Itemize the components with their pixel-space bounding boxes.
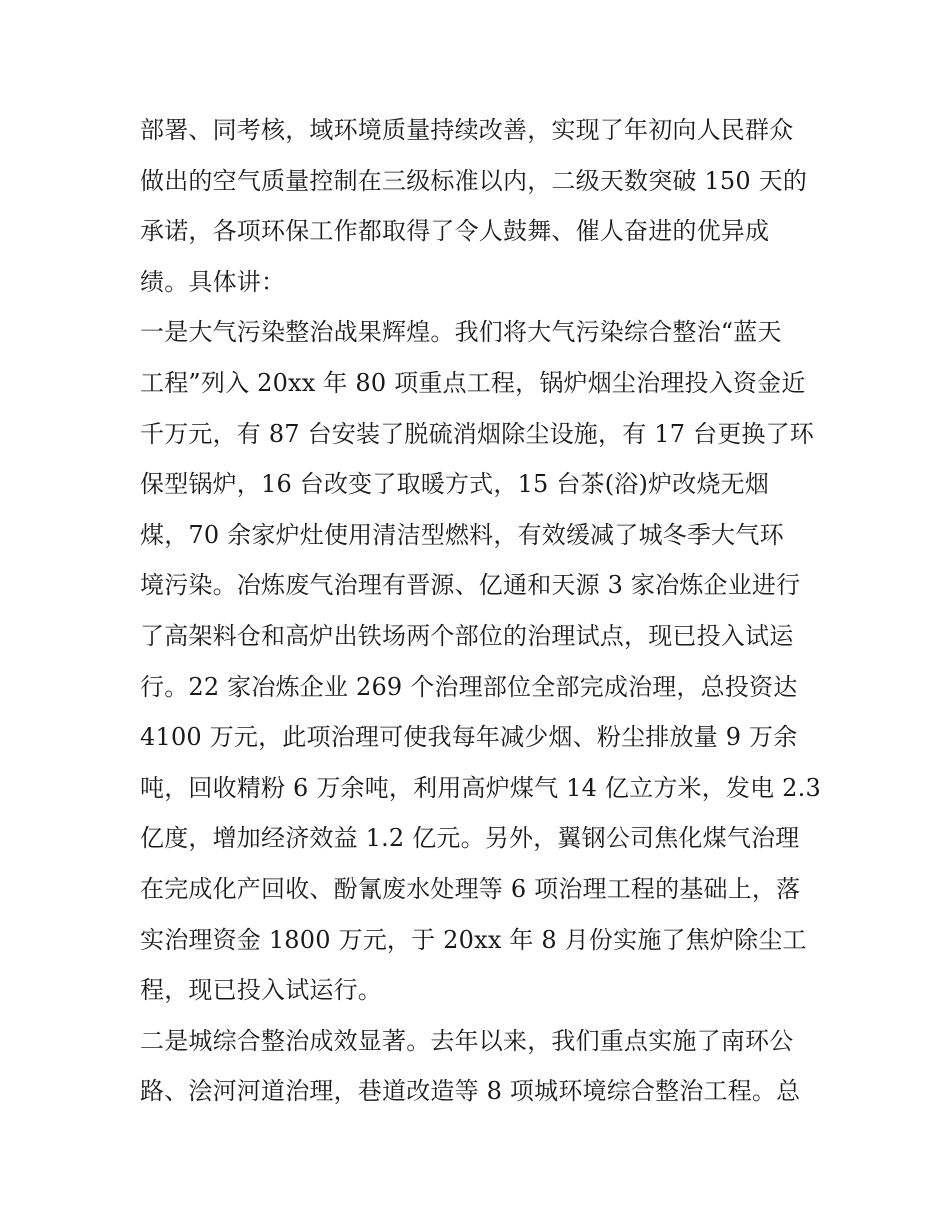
- text-line: 路、浍河河道治理，巷道改造等 8 项城环境综合整治工程。总: [140, 1077, 801, 1106]
- text-line: 二是城综合整治成效显著。去年以来，我们重点实施了南环公: [140, 1026, 794, 1055]
- text-line: 保型锅炉，16 台改变了取暖方式，15 台茶(浴)炉改烧无烟: [140, 470, 770, 499]
- text-line: 实治理资金 1800 万元，于 20xx 年 8 月份实施了焦炉除尘工: [140, 925, 807, 954]
- text-line: 一是大气污染整治战果辉煌。我们将大气污染综合整治“蓝天: [140, 318, 782, 347]
- text-line: 做出的空气质量控制在三级标准以内，二级天数突破 150 天的: [140, 166, 808, 195]
- text-line: 承诺，各项环保工作都取得了令人鼓舞、催人奋进的优异成: [140, 217, 770, 246]
- text-line: 千万元，有 87 台安装了脱硫消烟除尘设施，有 17 台更换了环: [140, 419, 814, 448]
- text-line: 行。22 家冶炼企业 269 个治理部位全部完成治理，总投资达: [140, 672, 798, 701]
- text-line: 吨，回收精粉 6 万余吨，利用高炉煤气 14 亿立方米，发电 2.3: [140, 773, 821, 802]
- text-line: 在完成化产回收、酚氰废水处理等 6 项治理工程的基础上，落: [140, 874, 801, 903]
- text-line: 部署、同考核，域环境质量持续改善，实现了年初向人民群众: [140, 116, 794, 144]
- text-line: 境污染。冶炼废气治理有晋源、亿通和天源 3 家冶炼企业进行: [140, 571, 801, 600]
- text-line: 4100 万元，此项治理可使我每年减少烟、粉尘排放量 9 万余: [140, 723, 798, 752]
- text-line: 煤，70 余家炉灶使用清洁型燃料，有效缓减了城冬季大气环: [140, 520, 784, 549]
- text-line: 亿度，增加经济效益 1.2 亿元。另外，翼钢公司焦化煤气治理: [140, 824, 800, 853]
- text-line: 了高架料仓和高炉出铁场两个部位的治理试点，现已投入试运: [140, 621, 794, 650]
- text-line: 绩。具体讲：: [140, 267, 286, 296]
- text-line: 程，现已投入试运行。: [140, 976, 382, 1005]
- text-line: 工程”列入 20xx 年 80 项重点工程，锅炉烟尘治理投入资金近: [140, 368, 806, 397]
- body-text: [140, 107, 830, 1119]
